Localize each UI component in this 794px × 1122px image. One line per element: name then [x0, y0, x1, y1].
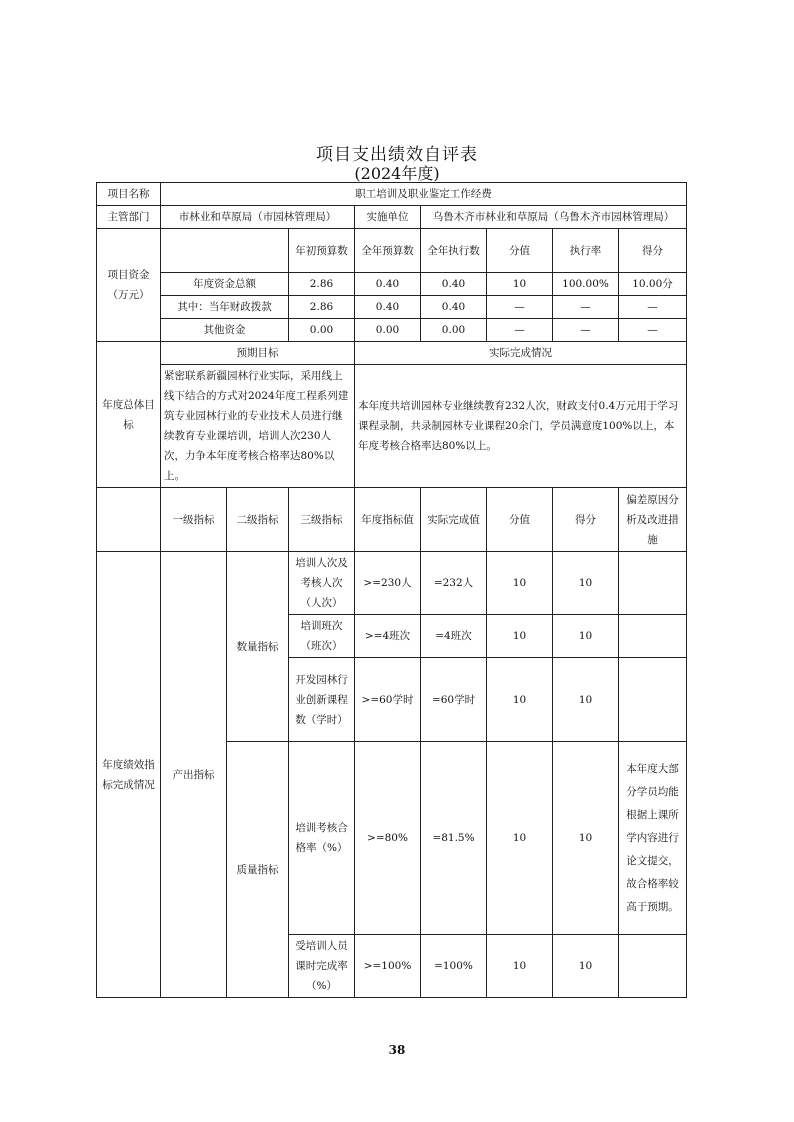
indicator-header-blank: [97, 488, 161, 552]
expected-goal-text: 紧密联系新疆园林行业实际，采用线上线下结合的方式对2024年度工程系列建筑专业园林行业的专业技术人员进行继续教育专业课培训，培训人次230人次，力争本年度考核合格率达80%以上。: [161, 365, 355, 488]
funds-cell: —: [553, 296, 619, 319]
page-number: 38: [388, 1043, 406, 1057]
expected-goal-header: 预期目标: [161, 342, 355, 365]
indicator-target: >=80%: [355, 742, 421, 935]
indicator-header: 二级指标: [227, 488, 289, 552]
indicator-target: >=60学时: [355, 658, 421, 742]
funds-cell: 0.00: [355, 319, 421, 342]
indicator-score: 10: [553, 552, 619, 615]
funds-cell: 0.40: [421, 273, 487, 296]
indicator-header: 偏差原因分析及改进措施: [619, 488, 687, 552]
funds-cell: 10: [487, 273, 553, 296]
indicator-note: [619, 658, 687, 742]
funds-cell: 2.86: [289, 273, 355, 296]
indicator-name: 开发园林行业创新课程数（学时）: [289, 658, 355, 742]
indicator-target: >=230人: [355, 552, 421, 615]
funds-row-name: 其中：当年财政拨款: [161, 296, 289, 319]
indicator-score-value: 10: [487, 935, 553, 998]
indicator-score-value: 10: [487, 552, 553, 615]
indicator-target: >=4班次: [355, 615, 421, 658]
indicator-actual: =100%: [421, 935, 487, 998]
indicator-header: 实际完成值: [421, 488, 487, 552]
indicator-actual: =81.5%: [421, 742, 487, 935]
dept-label: 主管部门: [97, 206, 161, 229]
indicator-name: 培训人次及考核人次（人次）: [289, 552, 355, 615]
funds-header: 年初预算数: [289, 229, 355, 273]
funds-cell: 0.40: [355, 273, 421, 296]
funds-header: 分值: [487, 229, 553, 273]
indicator-note: 本年度大部分学员均能根据上课所学内容进行论文提交，故合格率较高于预期。: [619, 742, 687, 935]
actual-result-header: 实际完成情况: [355, 342, 687, 365]
indicator-note: [619, 935, 687, 998]
funds-cell: 2.86: [289, 296, 355, 319]
funds-cell: —: [553, 319, 619, 342]
goals-label: 年度总体目标: [97, 342, 161, 488]
indicator-name: 受培训人员课时完成率（%）: [289, 935, 355, 998]
indicator-header: 一级指标: [161, 488, 227, 552]
unit-label: 实施单位: [355, 206, 421, 229]
project-name-value: 职工培训及职业鉴定工作经费: [161, 183, 687, 206]
funds-cell: 100.00%: [553, 273, 619, 296]
indicator-score-value: 10: [487, 658, 553, 742]
funds-cell: —: [487, 319, 553, 342]
funds-cell: —: [487, 296, 553, 319]
page-subtitle: (2024年度): [354, 164, 440, 183]
page-title: 项目支出绩效自评表: [316, 145, 478, 165]
funds-header: 执行率: [553, 229, 619, 273]
indicator-score-value: 10: [487, 742, 553, 935]
indicator-name: 培训考核合格率（%）: [289, 742, 355, 935]
funds-header-blank: [161, 229, 289, 273]
funds-cell: —: [619, 319, 687, 342]
indicator-score: 10: [553, 615, 619, 658]
indicator-section-label: 年度绩效指标完成情况: [97, 552, 161, 998]
level1-indicator: 产出指标: [161, 552, 227, 998]
quantity-indicator-label: 数量指标: [227, 552, 289, 742]
quality-indicator-label: 质量指标: [227, 742, 289, 998]
indicator-note: [619, 615, 687, 658]
indicator-score: 10: [553, 742, 619, 935]
funds-cell: 0.00: [289, 319, 355, 342]
indicator-actual: =60学时: [421, 658, 487, 742]
funds-row-name: 年度资金总额: [161, 273, 289, 296]
indicator-header: 三级指标: [289, 488, 355, 552]
indicator-score: 10: [553, 935, 619, 998]
indicator-score-value: 10: [487, 615, 553, 658]
unit-value: 乌鲁木齐市林业和草原局（乌鲁木齐市园林管理局）: [421, 206, 687, 229]
funds-cell: 0.40: [421, 296, 487, 319]
funds-row-name: 其他资金: [161, 319, 289, 342]
funds-cell: —: [619, 296, 687, 319]
indicator-note: [619, 552, 687, 615]
funds-label: 项目资金（万元）: [97, 229, 161, 342]
funds-header: 全年执行数: [421, 229, 487, 273]
funds-header: 得分: [619, 229, 687, 273]
indicator-target: >=100%: [355, 935, 421, 998]
funds-cell: 0.40: [355, 296, 421, 319]
indicator-header: 分值: [487, 488, 553, 552]
indicator-name: 培训班次（班次）: [289, 615, 355, 658]
actual-result-text: 本年度共培训园林专业继续教育232人次，财政支付0.4万元用于学习课程录制，共录制园林专业课程20余门，学员满意度100%以上，本年度考核合格率达80%以上。: [355, 365, 687, 488]
indicator-actual: =232人: [421, 552, 487, 615]
performance-table: [96, 182, 687, 998]
funds-cell: 10.00分: [619, 273, 687, 296]
indicator-score: 10: [553, 658, 619, 742]
indicator-header: 得分: [553, 488, 619, 552]
funds-header: 全年预算数: [355, 229, 421, 273]
funds-cell: 0.00: [421, 319, 487, 342]
indicator-header: 年度指标值: [355, 488, 421, 552]
project-name-label: 项目名称: [97, 183, 161, 206]
indicator-actual: =4班次: [421, 615, 487, 658]
dept-value: 市林业和草原局（市园林管理局）: [161, 206, 355, 229]
